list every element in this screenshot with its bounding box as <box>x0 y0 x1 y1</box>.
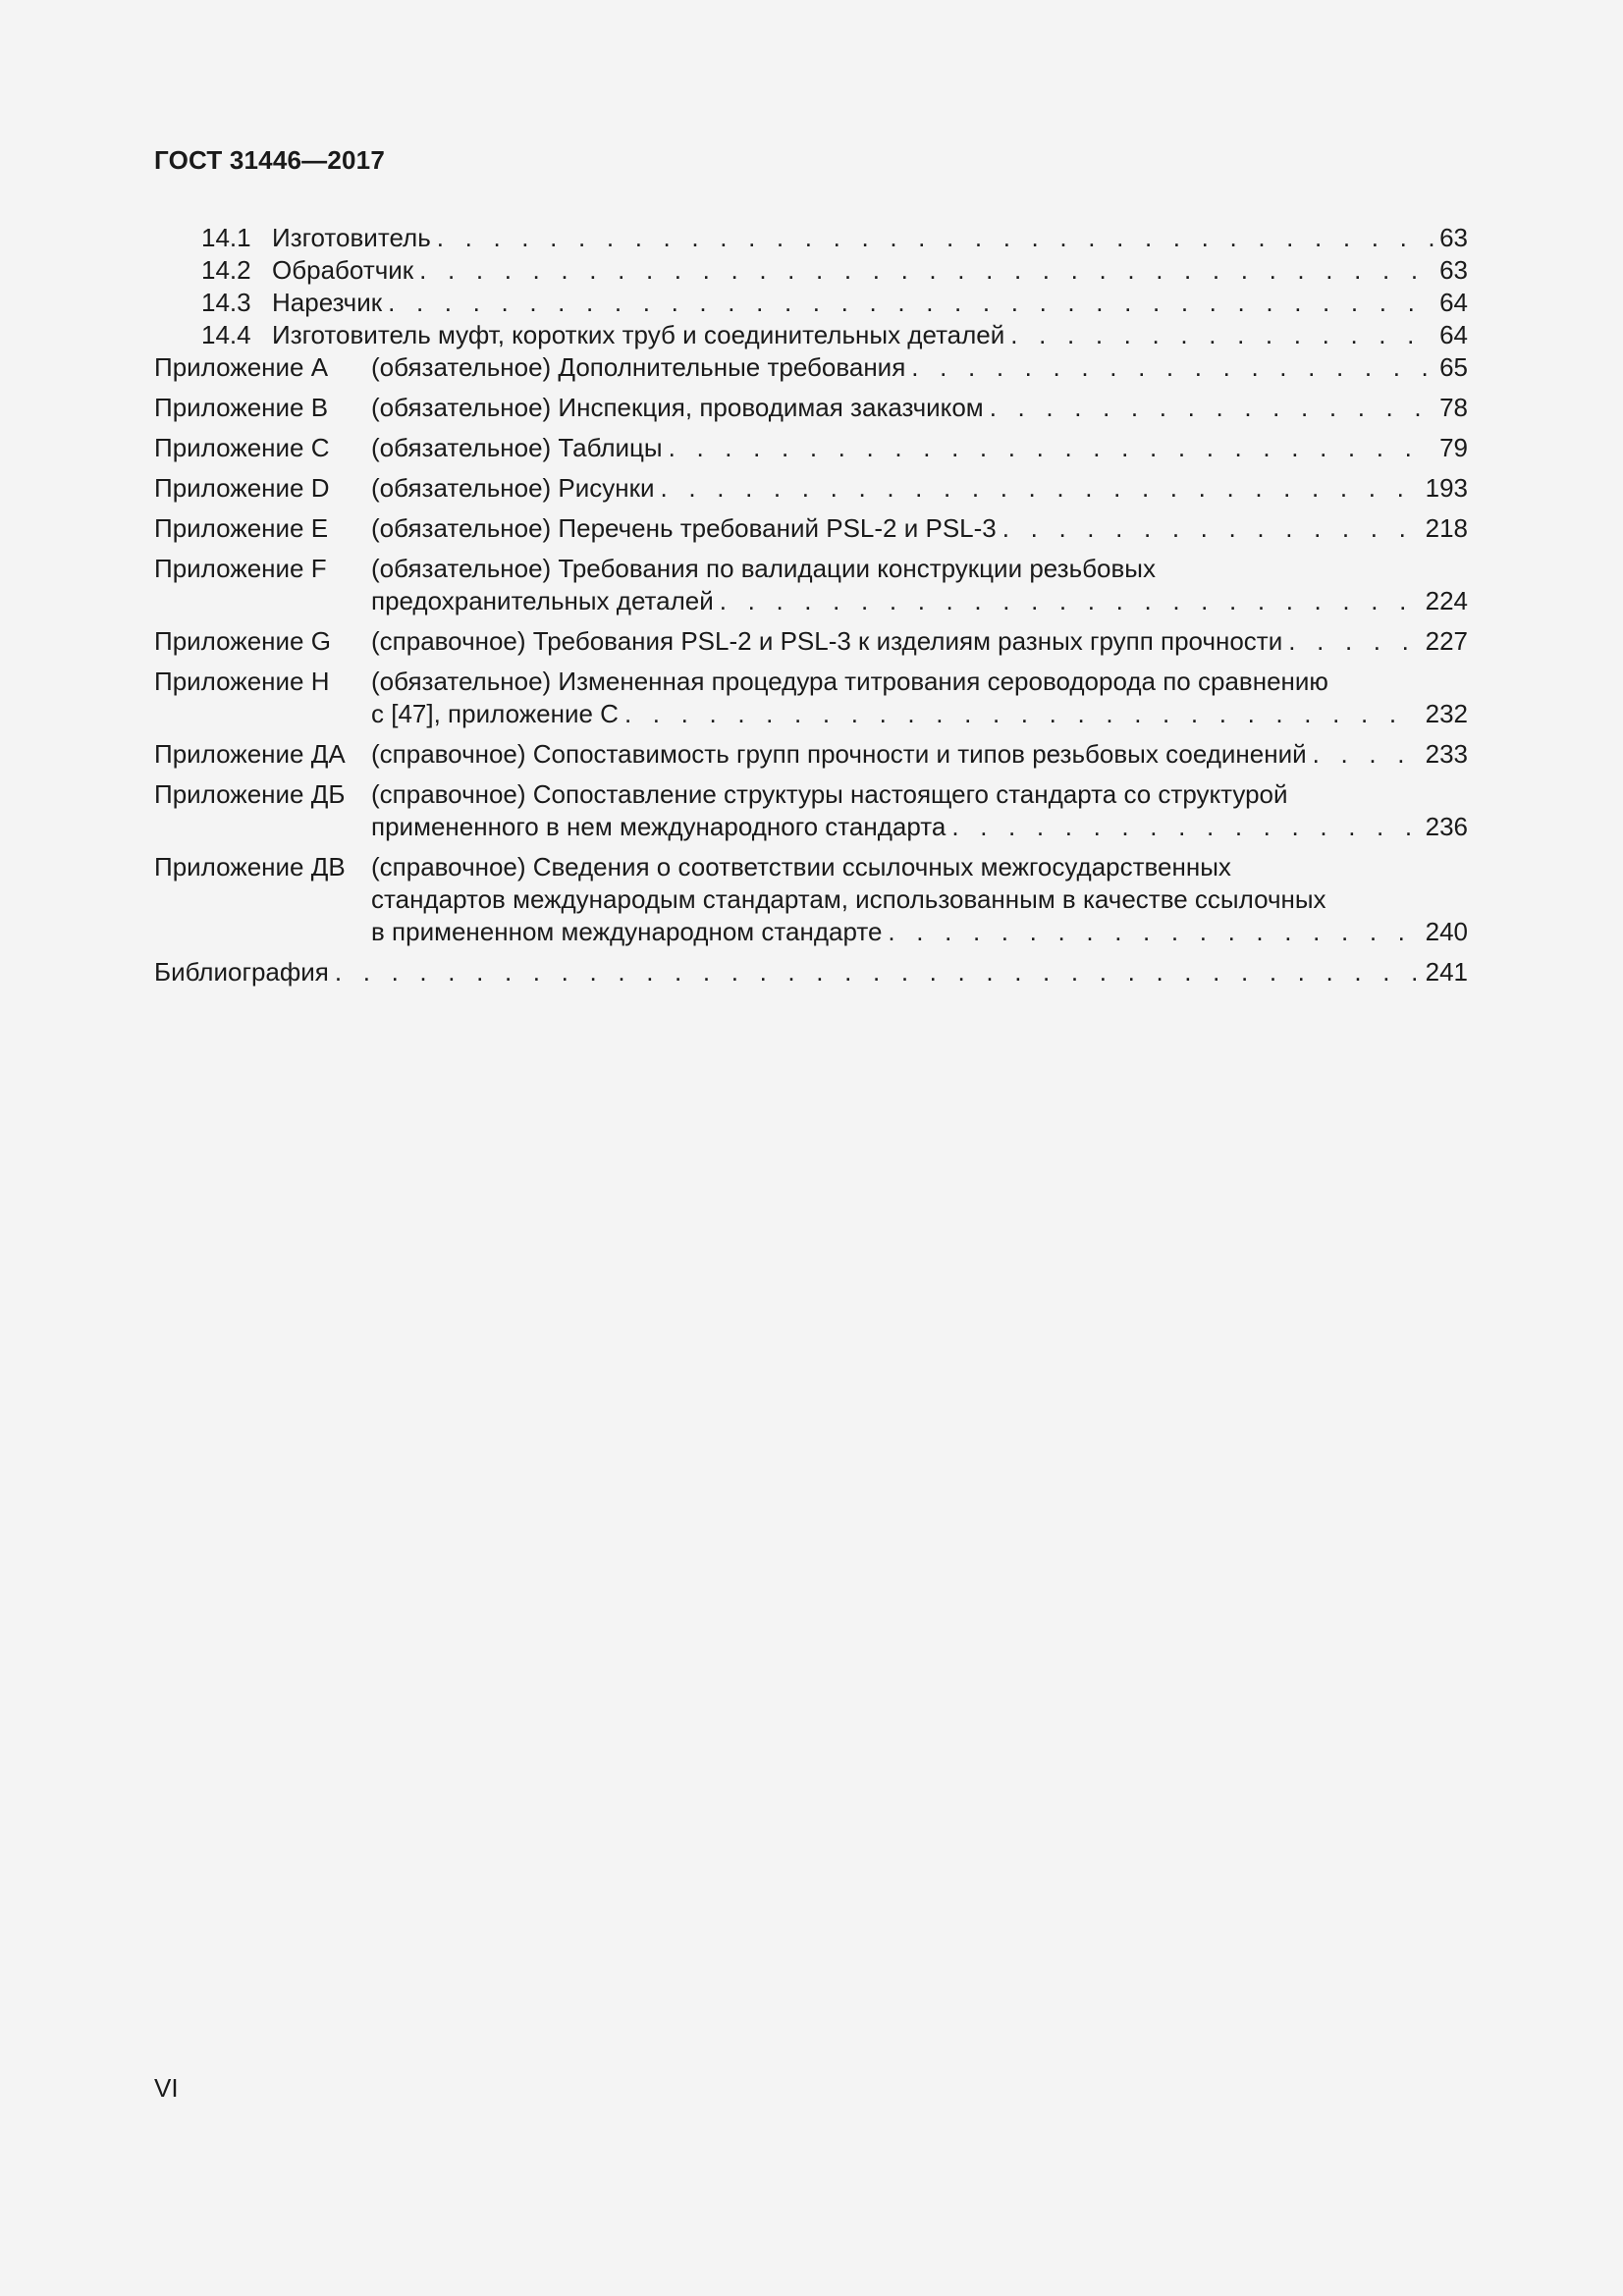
appendix-label: Приложение ДВ <box>154 852 346 881</box>
dot-leader <box>437 222 1434 254</box>
toc-entry-title: Обработчик <box>272 255 414 285</box>
dot-leader <box>1010 319 1434 351</box>
toc-entry-14-3[interactable] <box>154 287 1468 319</box>
toc-entry-page: 63 <box>1439 223 1468 252</box>
bibliography-page: 241 <box>1425 957 1468 987</box>
toc-entry-14-1[interactable] <box>154 222 1468 254</box>
appendix-label: Приложение А <box>154 352 329 382</box>
appendix-title: (обязательное) Рисунки <box>371 473 655 503</box>
dot-leader <box>669 432 1434 464</box>
toc-entry-bibliography[interactable] <box>154 956 1468 988</box>
dot-leader <box>419 254 1434 287</box>
dot-leader <box>335 956 1420 988</box>
appendix-title: предохранительных деталей <box>371 586 714 615</box>
appendix-label: Приложение ДА <box>154 739 346 769</box>
appendix-label: Приложение D <box>154 473 330 503</box>
toc-entry-appendix-a[interactable] <box>154 351 1468 384</box>
document-code: ГОСТ 31446—2017 <box>154 145 385 175</box>
appendix-title: примененного в нем международного стандарта <box>371 812 947 841</box>
appendix-title-line: (обязательное) Требования по валидации конструкции резьбовых <box>371 554 1156 583</box>
appendix-title-line: (обязательное) Измененная процедура титрования сероводорода по сравнению <box>371 667 1328 696</box>
appendix-title-line: (справочное) Сопоставление структуры настоящего стандарта со структурой <box>371 779 1288 809</box>
appendix-title: с [47], приложение С <box>371 699 619 728</box>
toc-entry-14-2[interactable] <box>154 254 1468 287</box>
toc-entry-page: 63 <box>1439 255 1468 285</box>
toc-entry-appendix-e[interactable] <box>154 512 1468 545</box>
table-of-contents <box>154 222 1468 988</box>
appendix-page: 218 <box>1425 513 1468 543</box>
toc-entry-number: 14.2 <box>201 255 251 285</box>
dot-leader <box>720 585 1420 617</box>
appendix-label: Приложение G <box>154 626 331 656</box>
dot-leader <box>1288 625 1419 658</box>
appendix-page: 232 <box>1425 699 1468 728</box>
toc-entry-appendix-c[interactable] <box>154 432 1468 464</box>
appendix-label: Приложение F <box>154 554 327 583</box>
toc-entry-number: 14.3 <box>201 288 251 317</box>
appendix-title: (обязательное) Таблицы <box>371 433 663 462</box>
appendix-label: Приложение В <box>154 393 329 422</box>
appendix-page: 227 <box>1425 626 1468 656</box>
toc-entry-page: 64 <box>1439 320 1468 349</box>
dot-leader <box>624 698 1420 730</box>
toc-entry-title: Нарезчик <box>272 288 383 317</box>
appendix-page: 233 <box>1425 739 1468 769</box>
toc-entry-14-4[interactable] <box>154 319 1468 351</box>
dot-leader <box>661 472 1420 505</box>
toc-entry-appendix-f[interactable] <box>154 553 1468 617</box>
toc-entry-appendix-db[interactable] <box>154 778 1468 843</box>
appendix-title-line: стандартов международым стандартам, использованным в качестве ссылочных <box>371 884 1326 914</box>
dot-leader <box>1313 738 1420 771</box>
toc-entry-title: Изготовитель муфт, коротких труб и соединительных деталей <box>272 320 1005 349</box>
toc-entry-number: 14.1 <box>201 223 251 252</box>
appendix-title: (справочное) Требования PSL-2 и PSL-3 к изделиям разных групп прочности <box>371 626 1283 656</box>
toc-entry-appendix-da[interactable] <box>154 738 1468 771</box>
appendix-title-line: (справочное) Сведения о соответствии ссылочных межгосударственных <box>371 852 1231 881</box>
bibliography-title: Библиография <box>154 957 329 987</box>
appendix-page: 236 <box>1425 812 1468 841</box>
toc-entry-page: 64 <box>1439 288 1468 317</box>
toc-entry-title: Изготовитель <box>272 223 431 252</box>
appendix-title: (обязательное) Дополнительные требования <box>371 352 906 382</box>
appendix-page: 193 <box>1425 473 1468 503</box>
appendix-label: Приложение С <box>154 433 330 462</box>
toc-entry-appendix-d[interactable] <box>154 472 1468 505</box>
appendix-title: в примененном международном стандарте <box>371 917 883 946</box>
toc-entry-appendix-dv[interactable] <box>154 851 1468 948</box>
appendix-label: Приложение H <box>154 667 330 696</box>
appendix-title: (обязательное) Инспекция, проводимая заказчиком <box>371 393 984 422</box>
dot-leader <box>1002 512 1420 545</box>
appendix-page: 240 <box>1425 917 1468 946</box>
dot-leader <box>951 811 1419 843</box>
appendix-label: Приложение ДБ <box>154 779 346 809</box>
dot-leader <box>990 392 1434 424</box>
appendix-page: 78 <box>1439 393 1468 422</box>
dot-leader <box>888 916 1419 948</box>
dot-leader <box>388 287 1434 319</box>
appendix-label: Приложение E <box>154 513 329 543</box>
appendix-title: (обязательное) Перечень требований PSL-2 и PSL-3 <box>371 513 997 543</box>
appendix-page: 65 <box>1439 352 1468 382</box>
toc-entry-appendix-h[interactable] <box>154 666 1468 730</box>
toc-entry-appendix-g[interactable] <box>154 625 1468 658</box>
dot-leader <box>911 351 1434 384</box>
appendix-page: 79 <box>1439 433 1468 462</box>
appendix-title: (справочное) Сопоставимость групп прочности и типов резьбовых соединений <box>371 739 1307 769</box>
toc-entry-appendix-b[interactable] <box>154 392 1468 424</box>
appendix-page: 224 <box>1425 586 1468 615</box>
toc-entry-number: 14.4 <box>201 320 251 349</box>
page-number: VI <box>154 2073 179 2103</box>
